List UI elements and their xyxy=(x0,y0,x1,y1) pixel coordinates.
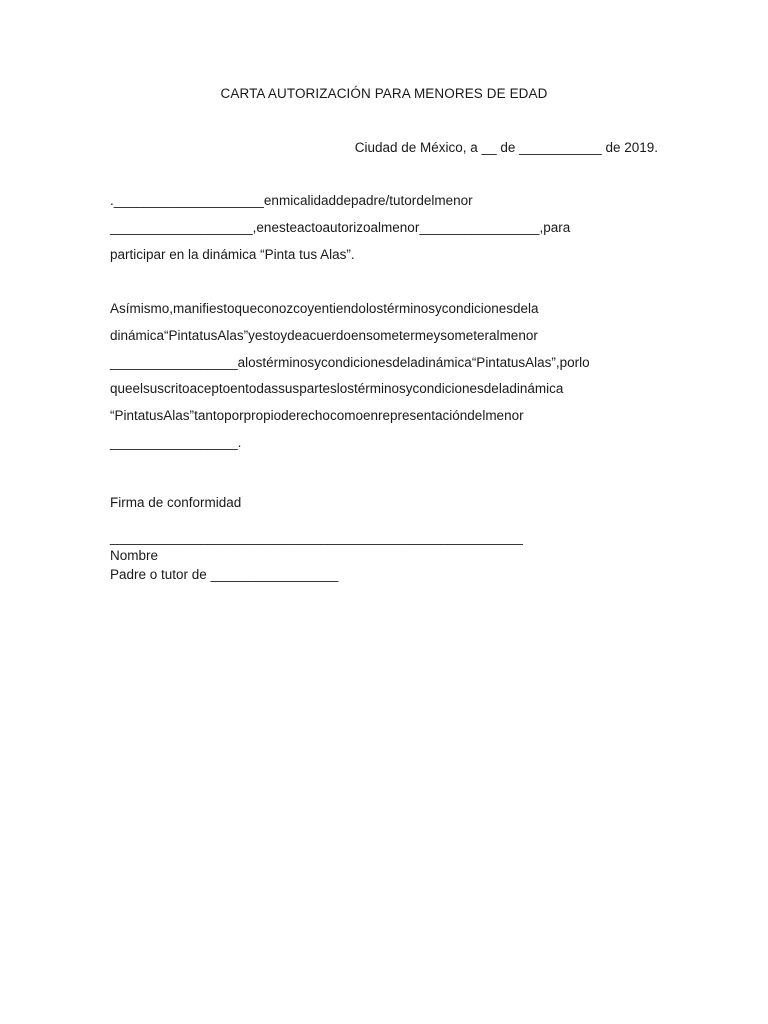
word: este xyxy=(271,219,297,235)
word: someterme xyxy=(365,327,434,343)
word: ___________________, xyxy=(110,219,257,235)
word: por xyxy=(559,354,580,370)
word: tus xyxy=(199,327,218,343)
word: partes xyxy=(299,381,337,397)
word: de xyxy=(335,193,352,208)
word: tanto xyxy=(194,408,225,424)
word: la xyxy=(498,381,510,397)
paragraph-line: participar en la dinámica “Pinta tus Alas”. xyxy=(110,246,355,262)
paragraph-line xyxy=(110,323,658,350)
word: y xyxy=(434,301,442,316)
word: del xyxy=(467,408,486,424)
word: estoy xyxy=(254,327,288,343)
word: términos xyxy=(383,301,435,316)
word: y xyxy=(248,327,255,343)
word: que xyxy=(110,381,133,397)
word: dinámica xyxy=(509,381,564,397)
word: conozco xyxy=(257,301,308,316)
word: “Pinta xyxy=(164,327,200,343)
word: autorizo xyxy=(322,219,371,235)
word: menor xyxy=(381,219,420,235)
word: menor xyxy=(485,408,524,424)
paragraph-line xyxy=(110,376,658,403)
word: al xyxy=(489,327,500,343)
authorization-paragraph xyxy=(110,188,658,268)
word: en xyxy=(230,381,246,397)
word: en xyxy=(256,219,272,235)
word: tus xyxy=(507,354,526,370)
word: de xyxy=(513,301,529,316)
word: en xyxy=(263,193,279,208)
word: menor xyxy=(499,327,538,343)
signature-label: Firma de conformidad xyxy=(110,495,242,510)
word: _________________ xyxy=(110,354,238,370)
word: para xyxy=(543,219,571,235)
word: términos xyxy=(262,354,315,370)
word: dinámica xyxy=(110,327,165,343)
word: del xyxy=(416,193,435,208)
word: términos xyxy=(353,381,406,397)
document-title: CARTA AUTORIZACIÓN PARA MENORES DE EDAD xyxy=(220,86,548,101)
paragraph-line: _________________. xyxy=(110,434,242,450)
word: en xyxy=(350,327,366,343)
word: en xyxy=(362,408,378,424)
word: sus xyxy=(278,381,300,397)
word: el xyxy=(132,381,144,397)
word: Alas” xyxy=(217,327,249,343)
word: mismo, xyxy=(129,301,174,316)
word: padre/tutor xyxy=(351,193,417,208)
word: acuerdo xyxy=(302,327,351,343)
signature-tutor-label: Padre o tutor de _________________ xyxy=(110,567,339,582)
signature-line: _______________________________________________________ xyxy=(110,530,523,545)
word: de xyxy=(483,381,499,397)
word: lo xyxy=(579,354,590,370)
word: condiciones xyxy=(412,381,484,397)
word: de xyxy=(287,327,303,343)
word: dinámica xyxy=(417,354,472,370)
word: menor xyxy=(434,193,473,208)
word: Alas”, xyxy=(525,354,560,370)
signature-name-label: Nombre xyxy=(110,548,159,563)
word: acepto xyxy=(189,381,231,397)
word: Así xyxy=(110,301,130,316)
word: suscrito xyxy=(143,381,190,397)
word: “Pinta xyxy=(110,408,146,424)
word: a xyxy=(237,354,246,370)
word: que xyxy=(234,301,258,316)
word: manifiesto xyxy=(173,301,235,316)
word: los xyxy=(245,354,263,370)
word: la xyxy=(528,301,539,316)
word: .____________________ xyxy=(110,193,264,208)
paragraph-line xyxy=(110,296,658,323)
consent-paragraph xyxy=(110,296,658,457)
word: como xyxy=(329,408,363,424)
word: y xyxy=(433,327,441,343)
word: “Pinta xyxy=(471,354,508,370)
word: al xyxy=(370,219,382,235)
word: propio xyxy=(243,408,282,424)
word: ________________, xyxy=(419,219,544,235)
paragraph-line xyxy=(110,350,658,377)
word: mi xyxy=(278,193,294,208)
word: condiciones xyxy=(441,301,514,316)
word: de xyxy=(392,354,408,370)
word: entiendo xyxy=(314,301,366,316)
paragraph-line xyxy=(110,403,658,430)
word: derecho xyxy=(281,408,330,424)
word: acto xyxy=(296,219,323,235)
word: por xyxy=(224,408,244,424)
word: y xyxy=(307,301,315,316)
word: y xyxy=(314,354,321,370)
dateline: Ciudad de México, a __ de ___________ de 2019. xyxy=(354,140,658,155)
word: Alas” xyxy=(163,408,195,424)
word: los xyxy=(365,301,384,316)
word: todas xyxy=(245,381,279,397)
word: someter xyxy=(440,327,490,343)
word: representación xyxy=(377,408,468,424)
paragraph-line xyxy=(110,215,658,242)
word: condiciones xyxy=(320,354,393,370)
word: calidad xyxy=(293,193,336,208)
word: y xyxy=(405,381,413,397)
word: los xyxy=(336,381,354,397)
word: tus xyxy=(145,408,164,424)
word: la xyxy=(407,354,418,370)
paragraph-line xyxy=(110,188,658,215)
